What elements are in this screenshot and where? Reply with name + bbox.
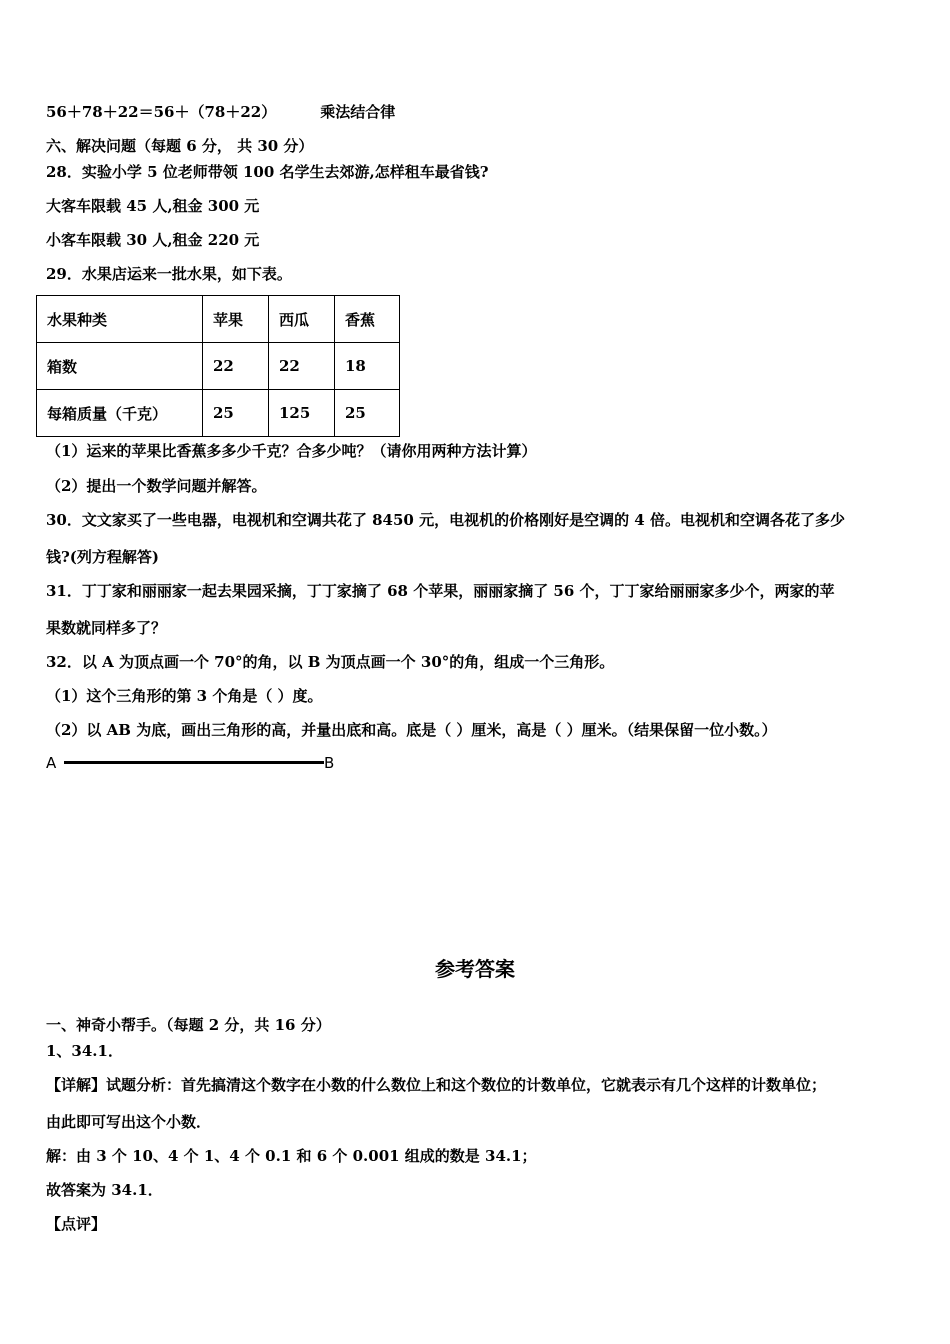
question-30-line-1: 30．文文家买了一些电器，电视机和空调共花了 8450 元，电视机的价格刚好是空调的 4 倍。电视机和空调各花了多少 <box>46 511 845 529</box>
table-cell: 每箱质量（千克） <box>37 390 203 437</box>
segment-ab-figure <box>46 753 346 775</box>
table-cell: 25 <box>203 390 269 437</box>
point-a-label: A <box>46 754 57 772</box>
question-32-part-2: （2）以 AB 为底，画出三角形的高，并量出底和高。底是（ ）厘米，高是（ ）厘米。（结果保留一位小数。） <box>46 721 777 739</box>
point-b-label: B <box>324 754 335 772</box>
answer-1-detail-line-1: 【详解】试题分析：首先搞清这个数字在小数的什么数位上和这个数位的计数单位，它就表示有几个这样的计数单位； <box>46 1076 827 1094</box>
question-28-big-bus: 大客车限载 45 人,租金 300 元 <box>46 197 260 215</box>
table-cell: 125 <box>269 390 335 437</box>
table-header-row <box>37 296 400 343</box>
table-cell: 22 <box>203 343 269 390</box>
answer-1-comment: 【点评】 <box>46 1215 107 1233</box>
section-6-heading: 六、解决问题（每题 6 分， 共 30 分） <box>46 137 314 155</box>
table-cell: 西瓜 <box>269 296 335 343</box>
expression-line <box>46 102 395 122</box>
question-28-small-bus: 小客车限载 30 人,租金 220 元 <box>46 231 260 249</box>
table-cell: 22 <box>269 343 335 390</box>
expression-text: 56＋78＋22＝56＋（78＋22） <box>46 103 277 121</box>
table-cell: 25 <box>335 390 400 437</box>
question-29-part-2: （2）提出一个数学问题并解答。 <box>46 477 267 495</box>
table-row <box>37 343 400 390</box>
table-cell: 苹果 <box>203 296 269 343</box>
table-cell: 18 <box>335 343 400 390</box>
answer-1-solution: 解：由 3 个 10、4 个 1、4 个 0.1 和 6 个 0.001 组成的数是 34.1； <box>46 1147 537 1165</box>
question-28: 28．实验小学 5 位老师带领 100 名学生去郊游,怎样租车最省钱? <box>46 163 489 181</box>
answer-1-conclusion: 故答案为 34.1． <box>46 1181 163 1199</box>
question-31-line-2: 果数就同样多了？ <box>46 619 167 637</box>
answer-1: 1、34.1． <box>46 1042 123 1060</box>
table-cell: 水果种类 <box>37 296 203 343</box>
answer-1-detail-line-2: 由此即可写出这个小数． <box>46 1113 212 1131</box>
answers-title: 参考答案 <box>435 957 515 981</box>
question-32: 32．以 A 为顶点画一个 70°的角，以 B 为顶点画一个 30°的角，组成一个三角形。 <box>46 653 615 671</box>
question-32-part-1: （1）这个三角形的第 3 个角是（ ）度。 <box>46 687 323 705</box>
question-31-line-1: 31．丁丁家和丽丽家一起去果园采摘，丁丁家摘了 68 个苹果，丽丽家摘了 56 个，丁丁家给丽丽家多少个，两家的苹 <box>46 582 835 600</box>
table-row <box>37 390 400 437</box>
answers-section-1-heading: 一、神奇小帮手。（每题 2 分，共 16 分） <box>46 1016 331 1034</box>
law-text: 乘法结合律 <box>320 103 396 121</box>
question-29: 29．水果店运来一批水果，如下表。 <box>46 265 292 283</box>
segment-ab-line <box>64 761 324 764</box>
question-29-part-1: （1）运来的苹果比香蕉多多少千克？合多少吨？（请你用两种方法计算） <box>46 442 537 460</box>
fruit-table <box>36 295 400 437</box>
table-cell: 香蕉 <box>335 296 400 343</box>
question-30-line-2: 钱?(列方程解答) <box>46 548 159 566</box>
table-cell: 箱数 <box>37 343 203 390</box>
